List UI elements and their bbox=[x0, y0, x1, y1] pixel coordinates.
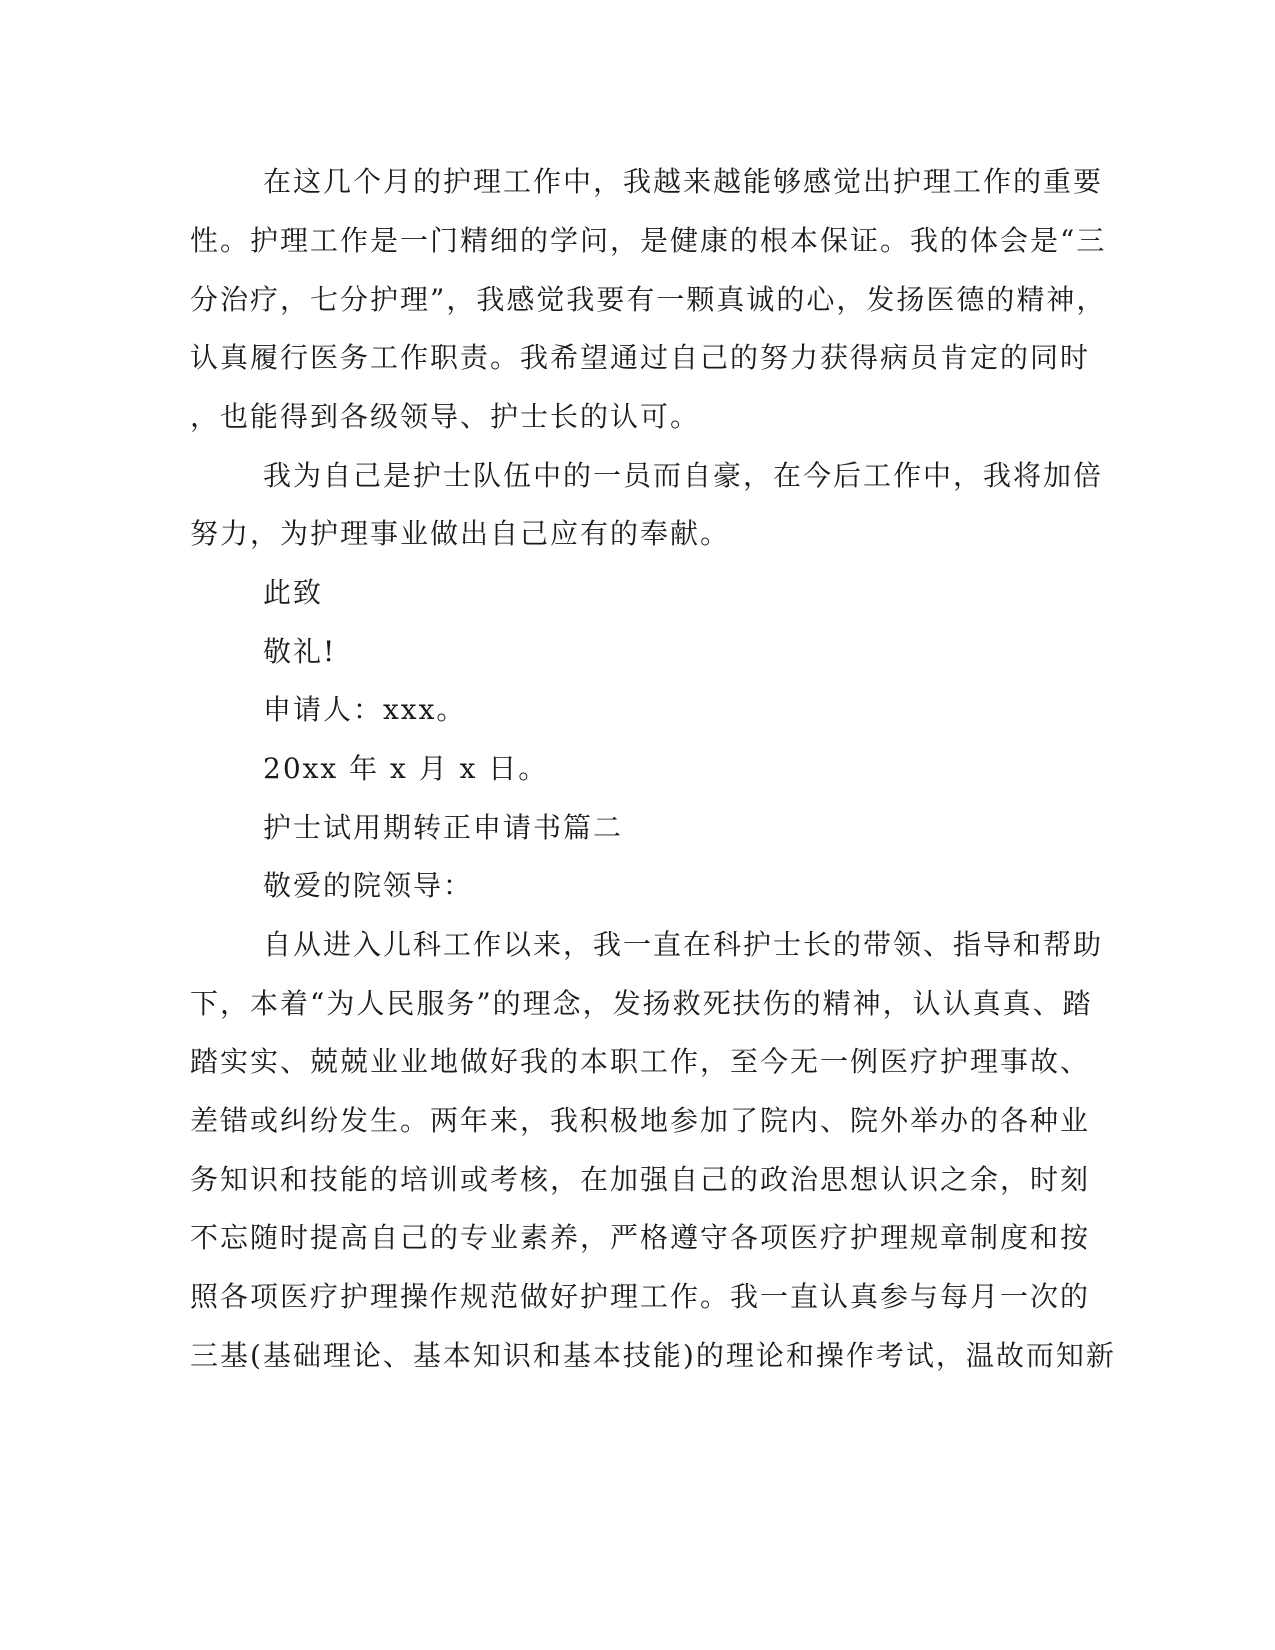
paragraph-line: 自从进入儿科工作以来，我一直在科护士长的带领、指导和帮助 bbox=[263, 928, 1104, 961]
paragraph-line: 分治疗，七分护理”，我感觉我要有一颗真诚的心，发扬医德的精神， bbox=[190, 283, 1107, 316]
paragraph-line: 踏实实、兢兢业业地做好我的本职工作，至今无一例医疗护理事故、 bbox=[190, 1045, 1091, 1078]
paragraph-line: 认真履行医务工作职责。我希望通过自己的努力获得病员肯定的同时 bbox=[190, 341, 1091, 374]
paragraph-line: 三基(基础理论、基本知识和基本技能)的理论和操作考试，温故而知新 bbox=[190, 1339, 1116, 1372]
paragraph-line: 务知识和技能的培训或考核，在加强自己的政治思想认识之余，时刻 bbox=[190, 1163, 1091, 1196]
closing-regards: 敬礼! bbox=[263, 635, 337, 668]
letter-greeting: 敬爱的院领导： bbox=[263, 869, 474, 902]
paragraph-line: 我为自己是护士队伍中的一员而自豪，在今后工作中，我将加倍 bbox=[263, 459, 1104, 492]
paragraph-line: 在这几个月的护理工作中，我越来越能够感觉出护理工作的重要 bbox=[263, 165, 1104, 198]
section-title: 护士试用期转正申请书篇二 bbox=[263, 811, 624, 844]
paragraph-line: ，也能得到各级领导、护士长的认可。 bbox=[190, 400, 701, 433]
paragraph-line: 下，本着“为人民服务”的理念，发扬救死扶伤的精神，认认真真、踏 bbox=[190, 987, 1093, 1020]
application-date: 20xx 年 x 月 x 日。 bbox=[263, 752, 549, 785]
paragraph-line: 照各项医疗护理操作规范做好护理工作。我一直认真参与每月一次的 bbox=[190, 1280, 1091, 1313]
paragraph-line: 性。护理工作是一门精细的学问，是健康的根本保证。我的体会是“三 bbox=[190, 224, 1107, 257]
paragraph-line: 不忘随时提高自己的专业素养，严格遵守各项医疗护理规章制度和按 bbox=[190, 1221, 1091, 1254]
paragraph-line: 努力，为护理事业做出自己应有的奉献。 bbox=[190, 517, 731, 550]
paragraph-line: 差错或纠纷发生。两年来，我积极地参加了院内、院外举办的各种业 bbox=[190, 1104, 1091, 1137]
applicant-name: 申请人：xxx。 bbox=[263, 693, 467, 726]
closing-salutation: 此致 bbox=[263, 576, 324, 609]
